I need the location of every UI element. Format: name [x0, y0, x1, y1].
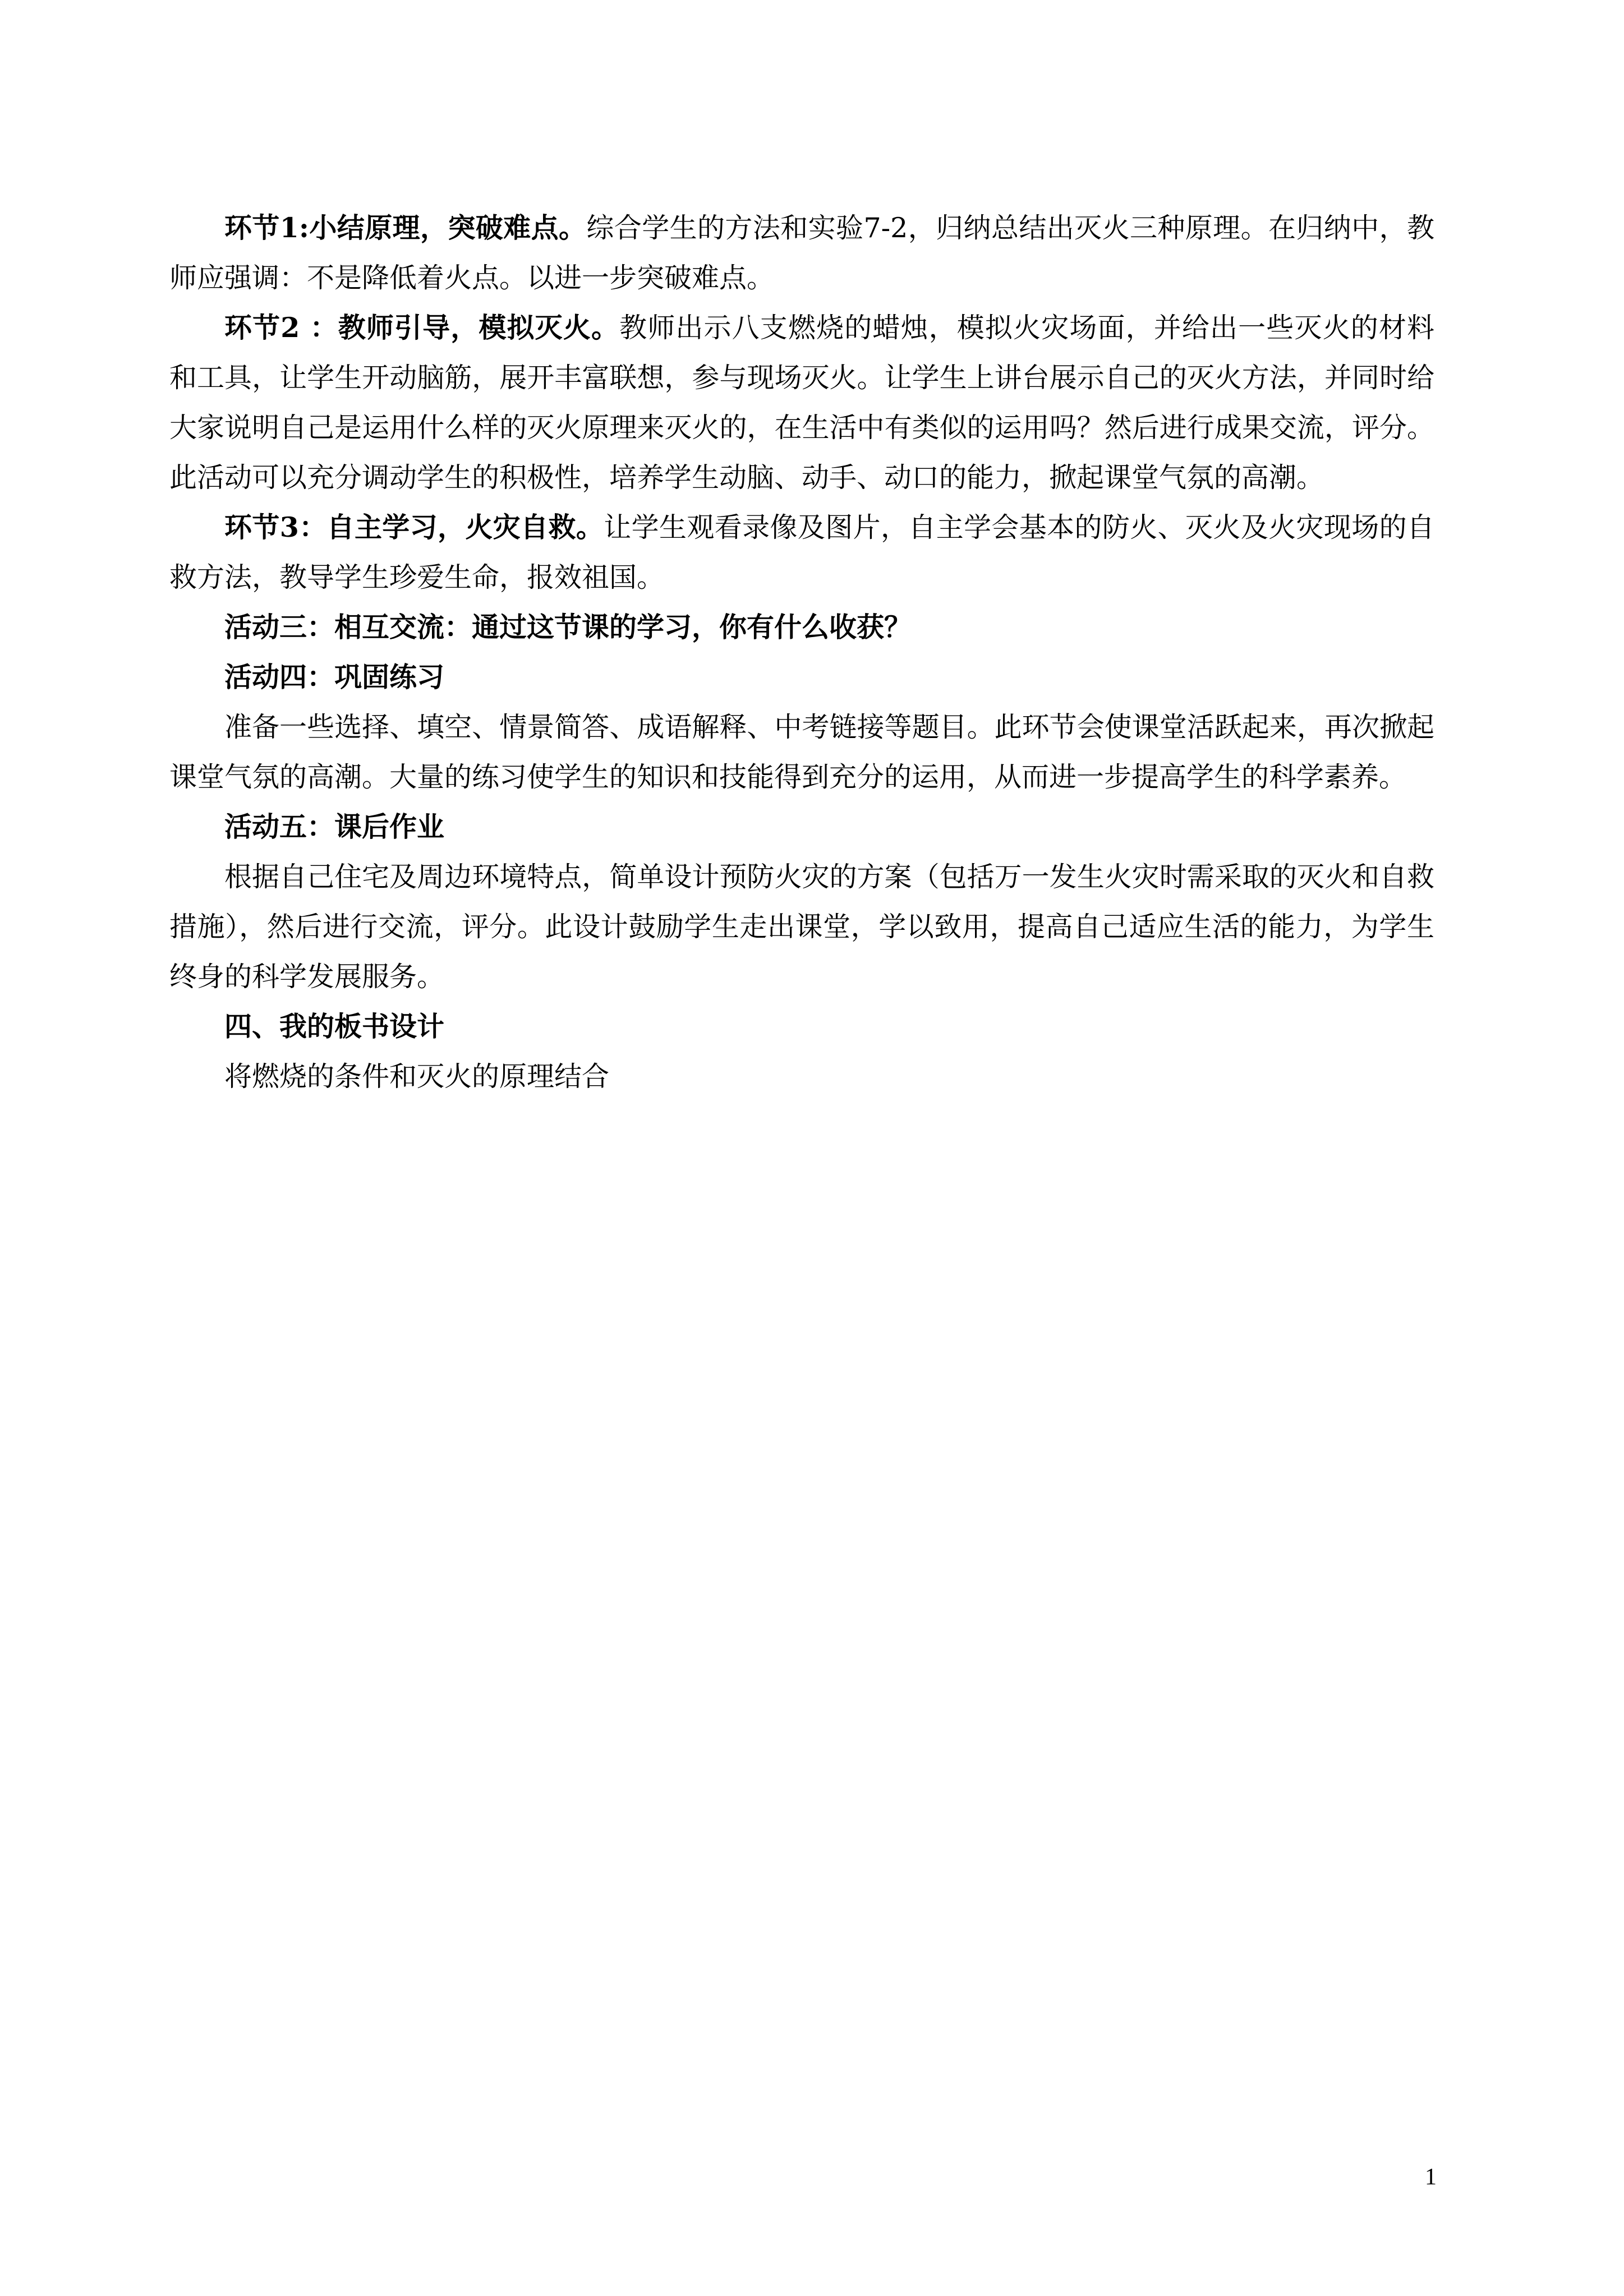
step-3-heading: 环节3：自主学习，火灾自救。 [224, 511, 604, 543]
paragraph-activity-5-body [169, 852, 1434, 1002]
heading-board-design [169, 1002, 1434, 1052]
activity-4-body-text: 准备一些选择、填空、情景简答、成语解释、中考链接等题目。此环节会使课堂活跃起来，再次掀起课堂气氛的高潮。大量的练习使学生的知识和技能得到充分的运用，从而进一步提高学生的科学素养。 [169, 711, 1434, 793]
paragraph-step-1 [169, 203, 1434, 303]
heading-activity-4 [169, 652, 1434, 702]
heading-activity-3 [169, 602, 1434, 652]
step-1-text: 综合学生的方法和实验7-2，归纳总结出灭火三种原理。在归纳中，教师应强调：不是降低着火点。以进一步突破难点。 [169, 212, 1434, 294]
heading-activity-5 [169, 802, 1434, 852]
activity-3-heading: 活动三：相互交流：通过这节课的学习，你有什么收获？ [224, 611, 912, 643]
step-2-text: 教师出示八支燃烧的蜡烛，模拟火灾场面，并给出一些灭火的材料和工具，让学生开动脑筋，展开丰富联想，参与现场灭火。让学生上讲台展示自己的灭火方法，并同时给大家说明自己是运用什么样的灭火原理来灭火的，在生活中有类似的运用吗？然后进行成果交流，评分。此活动可以充分调动学生的积极性，培养学生动脑、动手、动口的能力，掀起课堂气氛的高潮。 [169, 312, 1434, 494]
step-2-heading: 环节2 ：教师引导，模拟灭火。 [224, 311, 620, 344]
paragraph-step-3 [169, 502, 1434, 602]
step-1-heading: 环节1:小结原理，突破难点。 [224, 211, 587, 244]
step-3-text: 让学生观看录像及图片，自主学会基本的防火、灭火及火灾现场的自救方法，教导学生珍爱生命，报效祖国。 [169, 511, 1434, 593]
paragraph-board-design-body [169, 1052, 1434, 1101]
document-body [169, 203, 1434, 1101]
paragraph-activity-4-body [169, 702, 1434, 802]
activity-5-heading: 活动五：课后作业 [224, 810, 445, 843]
page-number: 1 [1425, 2164, 1437, 2190]
activity-4-heading: 活动四：巩固练习 [224, 661, 445, 693]
activity-5-body-text: 根据自己住宅及周边环境特点，简单设计预防火灾的方案（包括万一发生火灾时需采取的灭火和自救措施），然后进行交流，评分。此设计鼓励学生走出课堂，学以致用，提高自己适应生活的能力，为学生终身的科学发展服务。 [169, 861, 1434, 993]
board-design-heading: 四、我的板书设计 [224, 1010, 445, 1043]
board-design-body-text: 将燃烧的条件和灭火的原理结合 [224, 1061, 610, 1092]
paragraph-step-2 [169, 303, 1434, 502]
